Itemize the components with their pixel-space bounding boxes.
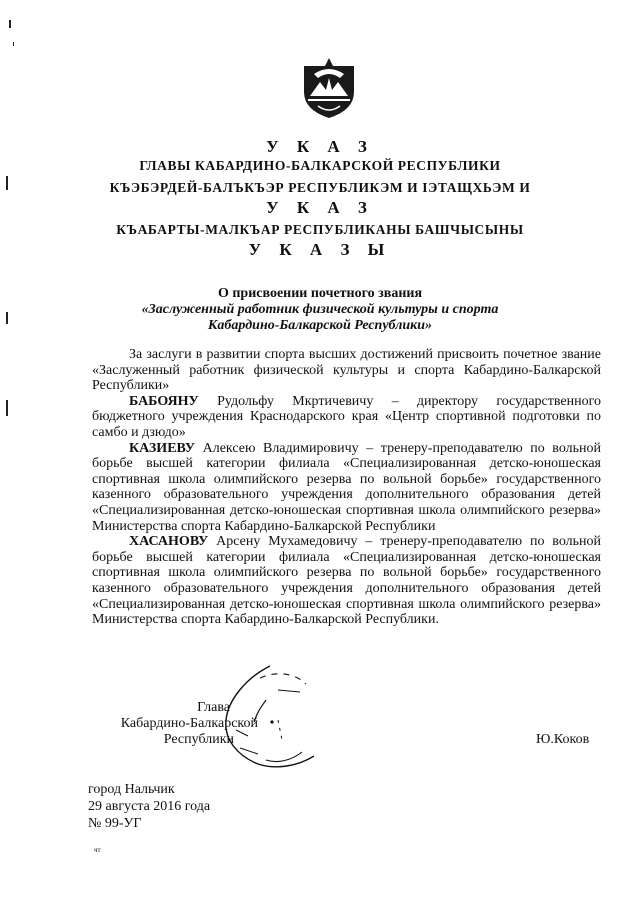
coat-of-arms-emblem: [302, 52, 356, 120]
header-line-kabardian: КЪЭБЭРДЕЙ-БАЛЪКЪЭР РЕСПУБЛИКЭМ И ІЭТАЩХЬЭМ И: [109, 180, 531, 195]
decree-number: № 99-УГ: [88, 816, 142, 831]
award-paragraph: [92, 441, 601, 535]
issue-date: 29 августа 2016 года: [88, 799, 211, 814]
issue-place: город Нальчик: [88, 782, 175, 797]
awardee-surname: ХАСАНОВУ: [129, 534, 209, 550]
decree-title-ukaz: У К А З: [266, 137, 374, 156]
decree-title-ukaz-kabardian: У К А З: [266, 198, 374, 217]
decree-subject: [0, 286, 640, 334]
awardee-surname: БАБОЯНУ: [129, 393, 199, 409]
handwritten-signature: [218, 660, 328, 780]
scan-mark: [13, 42, 14, 46]
awardee-details: Арсену Мухамедовичу – тренеру-преподавателю по вольной борьбе высшей категории филиала «Специализированная детско-юношеская спортивная школа олимпийского резерва по вольной борьбе» государственного казенного образовательного учреждения дополнительного образования детей «Специализированная детско-юношеская спортивная школа олимпийского резерва» Министерства спорта Кабардино-Балкарской Республики.: [92, 534, 601, 628]
signatory-role-line: Кабардино-Балкарской: [120, 716, 258, 731]
decree-body: [92, 347, 601, 628]
award-paragraph: [92, 534, 601, 628]
signatory-role-line: Республики: [163, 732, 234, 747]
decree-subject-line: Кабардино-Балкарской Республики»: [207, 318, 433, 333]
scan-mark: [9, 20, 11, 28]
header-line-balkar: КЪАБАРТЫ-МАЛКЪАР РЕСПУБЛИКАНЫ БАШЧЫСЫНЫ: [116, 222, 524, 237]
awardee-details: Рудольфу Мкртичевичу – директору государственного бюджетного учреждения Краснодарского края «Центр спортивной подготовки по самбо и дзюдо»: [92, 393, 601, 440]
decree-title-ukazy-balkar: У К А З Ы: [248, 240, 392, 259]
decree-subject-line: О присвоении почетного звания: [217, 286, 423, 301]
award-paragraph: [92, 394, 601, 441]
awardee-surname: КАЗИЕВУ: [129, 440, 196, 456]
header-line-russian: ГЛАВЫ КАБАРДИНО-БАЛКАРСКОЙ РЕСПУБЛИКИ: [139, 158, 501, 173]
scan-mark: [6, 400, 8, 416]
signatory-role-line: Глава: [197, 700, 230, 715]
intro-paragraph: За заслуги в развитии спорта высших достижений присвоить почетное звание «Заслуженный работник физической культуры и спорта Кабардино-Балкарской Республики»: [92, 347, 601, 394]
signatory-name: Ю.Коков: [536, 732, 590, 747]
decree-subject-line: «Заслуженный работник физической культуры и спорта: [141, 302, 499, 317]
small-registry-mark: чт: [94, 846, 101, 854]
awardee-details: Алексею Владимировичу – тренеру-преподавателю по вольной борьбе высшей категории филиала «Специализированная детско-юношеская спортивная школа олимпийского резерва по вольной борьбе» государственного казенного образовательного учреждения дополнительного образования детей «Специализированная детско-юношеская спортивная школа олимпийского резерва» Министерства спорта Кабардино-Балкарской Республики: [92, 440, 601, 534]
